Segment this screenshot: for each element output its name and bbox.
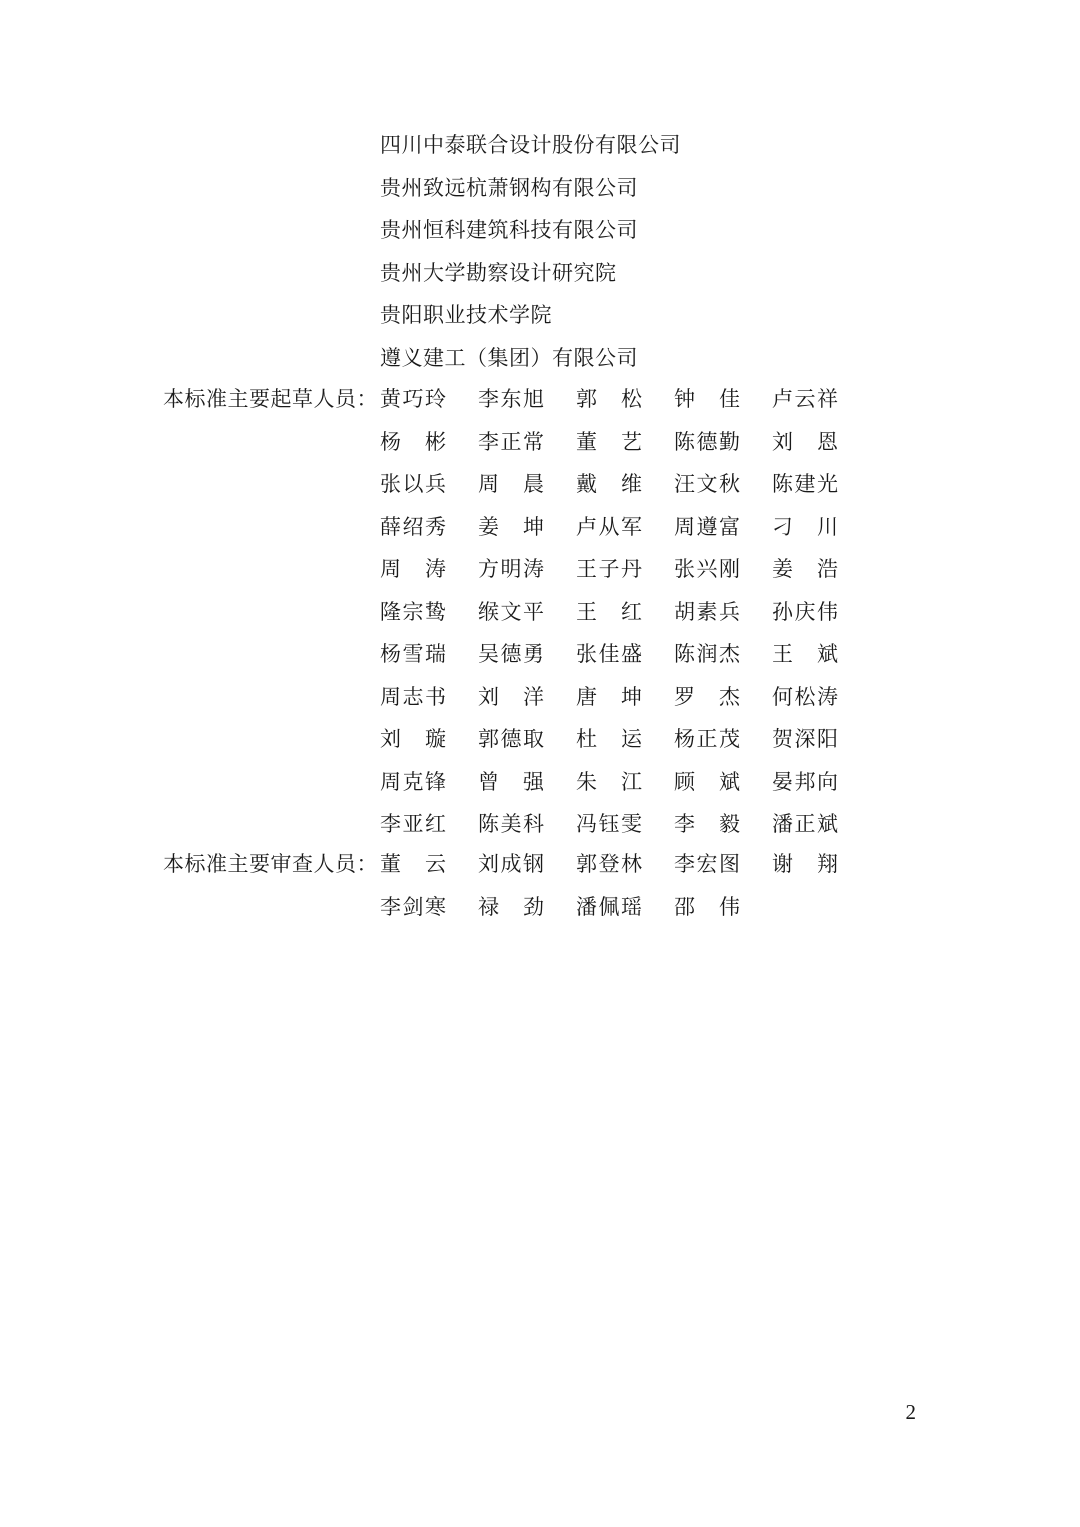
person-name: 潘正斌 xyxy=(772,812,838,836)
person-name: 周遵富 xyxy=(674,514,740,539)
organization-line: 贵阳职业技术学院 xyxy=(380,303,552,327)
drafters-label: 本标准主要起草人员： xyxy=(163,387,378,411)
person-name: 谢翔 xyxy=(772,852,838,876)
person-name: 罗杰 xyxy=(674,684,740,709)
person-name: 曾强 xyxy=(478,769,544,794)
person-name: 张以兵 xyxy=(380,472,446,496)
person-name: 杜运 xyxy=(576,727,642,751)
person-name: 陈美科 xyxy=(478,812,544,836)
person-name: 郭松 xyxy=(576,387,642,411)
person-name: 郭登林 xyxy=(576,852,642,876)
person-name: 汪文秋 xyxy=(674,472,740,496)
person-name: 禄劲 xyxy=(478,894,544,919)
reviewers-name-grid xyxy=(380,843,870,928)
organization-line: 贵州大学勘察设计研究院 xyxy=(380,260,617,285)
participating-organizations-list xyxy=(380,124,681,379)
person-name: 缑文平 xyxy=(478,599,544,624)
organization-line: 贵州致远杭萧钢构有限公司 xyxy=(380,175,638,200)
person-name: 方明涛 xyxy=(478,557,544,581)
person-name: 朱江 xyxy=(576,769,642,794)
person-name: 黄巧玲 xyxy=(380,387,446,411)
person-name: 李东旭 xyxy=(478,387,544,411)
person-name: 姜浩 xyxy=(772,557,838,581)
person-name: 董艺 xyxy=(576,429,642,454)
reviewers-label: 本标准主要审查人员： xyxy=(163,852,378,876)
person-name: 李毅 xyxy=(674,812,740,836)
person-name: 陈建光 xyxy=(772,472,838,496)
person-name: 杨彬 xyxy=(380,429,446,454)
person-name: 隆宗鸷 xyxy=(380,599,446,624)
person-name: 卢云祥 xyxy=(772,387,838,411)
person-name: 李宏图 xyxy=(674,852,740,876)
person-name: 顾斌 xyxy=(674,769,740,794)
organization-line: 遵义建工（集团）有限公司 xyxy=(380,345,638,370)
person-name: 胡素兵 xyxy=(674,599,740,624)
person-name: 卢从军 xyxy=(576,514,642,539)
person-name: 冯钰雯 xyxy=(576,812,642,836)
person-name: 孙庆伟 xyxy=(772,599,838,624)
person-name: 杨正茂 xyxy=(674,727,740,751)
page-number: 2 xyxy=(905,1400,916,1424)
drafters-name-grid xyxy=(380,378,870,846)
person-name: 刁川 xyxy=(772,514,838,539)
person-name: 刘恩 xyxy=(772,429,838,454)
person-name: 周克锋 xyxy=(380,769,446,794)
person-name: 戴维 xyxy=(576,472,642,496)
person-name: 潘佩瑶 xyxy=(576,894,642,919)
person-name: 张佳盛 xyxy=(576,642,642,666)
person-name: 王子丹 xyxy=(576,557,642,581)
person-name: 董云 xyxy=(380,852,446,876)
person-name: 钟佳 xyxy=(674,387,740,411)
organization-line: 贵州恒科建筑科技有限公司 xyxy=(380,218,638,242)
person-name: 王斌 xyxy=(772,642,838,666)
person-name: 王红 xyxy=(576,599,642,624)
person-name: 郭德取 xyxy=(478,727,544,751)
person-name: 唐坤 xyxy=(576,684,642,709)
person-name: 陈德勤 xyxy=(674,429,740,454)
person-name: 杨雪瑞 xyxy=(380,642,446,666)
person-name: 贺深阳 xyxy=(772,727,838,751)
person-name: 薛绍秀 xyxy=(380,514,446,539)
person-name: 邵伟 xyxy=(674,894,740,919)
person-name: 周志书 xyxy=(380,684,446,709)
person-name: 刘璇 xyxy=(380,727,446,751)
person-name: 李正常 xyxy=(478,429,544,454)
person-name: 张兴刚 xyxy=(674,557,740,581)
person-name: 姜坤 xyxy=(478,514,544,539)
person-name: 晏邦向 xyxy=(772,769,838,794)
person-name: 周晨 xyxy=(478,472,544,496)
organization-line: 四川中泰联合设计股份有限公司 xyxy=(380,133,681,157)
person-name: 陈润杰 xyxy=(674,642,740,666)
person-name: 吴德勇 xyxy=(478,642,544,666)
person-name: 何松涛 xyxy=(772,684,838,709)
person-name: 李剑寒 xyxy=(380,894,446,919)
person-name: 刘成钢 xyxy=(478,852,544,876)
person-name: 李亚红 xyxy=(380,812,446,836)
person-name: 刘洋 xyxy=(478,684,544,709)
person-name: 周涛 xyxy=(380,557,446,581)
